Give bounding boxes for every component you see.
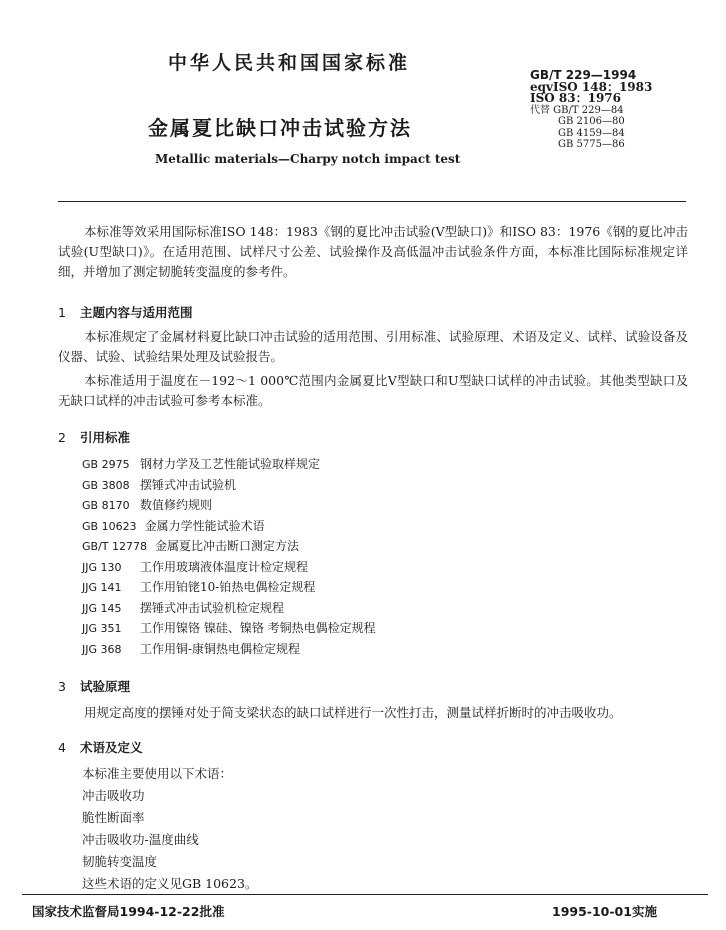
approval-date: 国家技术监督局1994-12-22批准 (32, 904, 225, 919)
terms-tail: 这些术语的定义见GB 10623。 (82, 876, 258, 891)
eqv-code: eqvISO 148：1983 (530, 79, 653, 94)
reference-title: 钢材力学及工艺性能试验取样规定 (140, 457, 321, 471)
term-item: 冲击吸收功-温度曲线 (82, 832, 199, 847)
reference-code: JJG 130 (82, 560, 122, 574)
list-item (82, 475, 376, 496)
reference-title: 工作用铜-康铜热电偶检定规程 (140, 641, 301, 656)
reference-code: JJG 351 (82, 622, 122, 635)
footer-divider (22, 894, 708, 895)
section-paragraph: 本标准适用于温度在－192～1 000℃范围内金属夏比V型缺口和U型缺口试样的冲击试验。其他类型缺口及无缺口试样的冲击试验可参考本标准。 (58, 373, 688, 408)
document-title-en: Metallic materials—Charpy notch impact test (155, 152, 461, 166)
list-item (82, 495, 376, 516)
standard-number: GB/T 229—1994 (530, 68, 637, 82)
term-item: 韧脆转变温度 (82, 854, 158, 869)
header-divider (58, 201, 686, 202)
section-title: 主题内容与适用范围 (80, 305, 193, 320)
reference-code: GB 8170 (82, 499, 130, 512)
reference-title: 金属夏比冲击断口测定方法 (155, 539, 300, 553)
reference-code: JJG 141 (82, 581, 122, 594)
replaces-line: GB 4159—84 (558, 127, 625, 139)
terms-lead: 本标准主要使用以下术语： (82, 766, 233, 781)
reference-title: 数值修约规则 (140, 498, 213, 512)
reference-title: 工作用玻璃液体温度计检定规程 (140, 559, 309, 574)
term-item: 冲击吸收功 (82, 788, 145, 803)
replaces-line: GB 2106—80 (558, 116, 625, 127)
section-heading (58, 303, 193, 321)
section-paragraph: 本标准规定了金属材料夏比缺口冲击试验的适用范围、引用标准、试验原理、术语及定义、试样、试验设备及仪器、试验、试验结果处理及试验报告。 (58, 329, 688, 364)
reference-title: 工作用镍铬 镍硅、镍铬 考铜热电偶检定规程 (140, 621, 376, 635)
section-heading (58, 738, 143, 756)
standard-codes (530, 70, 652, 151)
section-title: 术语及定义 (80, 740, 143, 755)
list-item (82, 577, 376, 598)
reference-title: 摆锤式冲击试验机检定规程 (140, 600, 285, 615)
effective-date: 1995-10-01实施 (552, 904, 657, 919)
section-paragraph: 用规定高度的摆锤对处于简支梁状态的缺口试样进行一次性打击，测量试样折断时的冲击吸收功。 (84, 705, 622, 720)
replaces-line: 代替 GB/T 229—84 (530, 104, 624, 116)
section-number: 1 (58, 305, 66, 320)
section-number: 4 (58, 740, 66, 755)
terms-list (82, 763, 257, 895)
intro-paragraph: 本标准等效采用国际标准ISO 148：1983《钢的夏比冲击试验(V型缺口)》和ISO 83：1976《钢的夏比冲击试验(U型缺口)》。在适用范围、试样尺寸公差、试验操作及高低温冲击试验条件方面，本标准比国际标准规定详细，并增加了测定韧脆转变温度的参考件。 (58, 224, 688, 279)
list-item (82, 516, 376, 537)
section-number: 3 (58, 679, 66, 694)
reference-code: JJG 368 (82, 642, 122, 656)
reference-code: GB 10623 (82, 519, 137, 533)
iso-code: ISO 83：1976 (530, 91, 622, 105)
section-number: 2 (58, 430, 66, 445)
section-heading (58, 677, 130, 695)
reference-code: GB 2975 (82, 458, 130, 471)
section-heading (58, 428, 130, 446)
reference-title: 工作用铂铑10-铂热电偶检定规程 (140, 580, 316, 594)
national-standard-heading: 中华人民共和国国家标准 (168, 52, 411, 74)
list-item (82, 639, 376, 660)
reference-code: GB 3808 (82, 478, 130, 492)
reference-code: JJG 145 (82, 601, 122, 615)
list-item (82, 454, 376, 475)
list-item (82, 557, 376, 578)
reference-list (82, 454, 376, 659)
list-item (82, 598, 376, 619)
reference-title: 金属力学性能试验术语 (144, 518, 265, 533)
reference-code: GB/T 12778 (82, 540, 147, 553)
section-title: 试验原理 (80, 679, 131, 694)
section-title: 引用标准 (80, 430, 131, 445)
list-item (82, 618, 376, 639)
replaces-line: GB 5775—86 (558, 139, 625, 150)
document-title-cn: 金属夏比缺口冲击试验方法 (148, 116, 412, 140)
reference-title: 摆锤式冲击试验机 (140, 477, 237, 492)
list-item (82, 536, 376, 557)
term-item: 脆性断面率 (82, 810, 145, 825)
